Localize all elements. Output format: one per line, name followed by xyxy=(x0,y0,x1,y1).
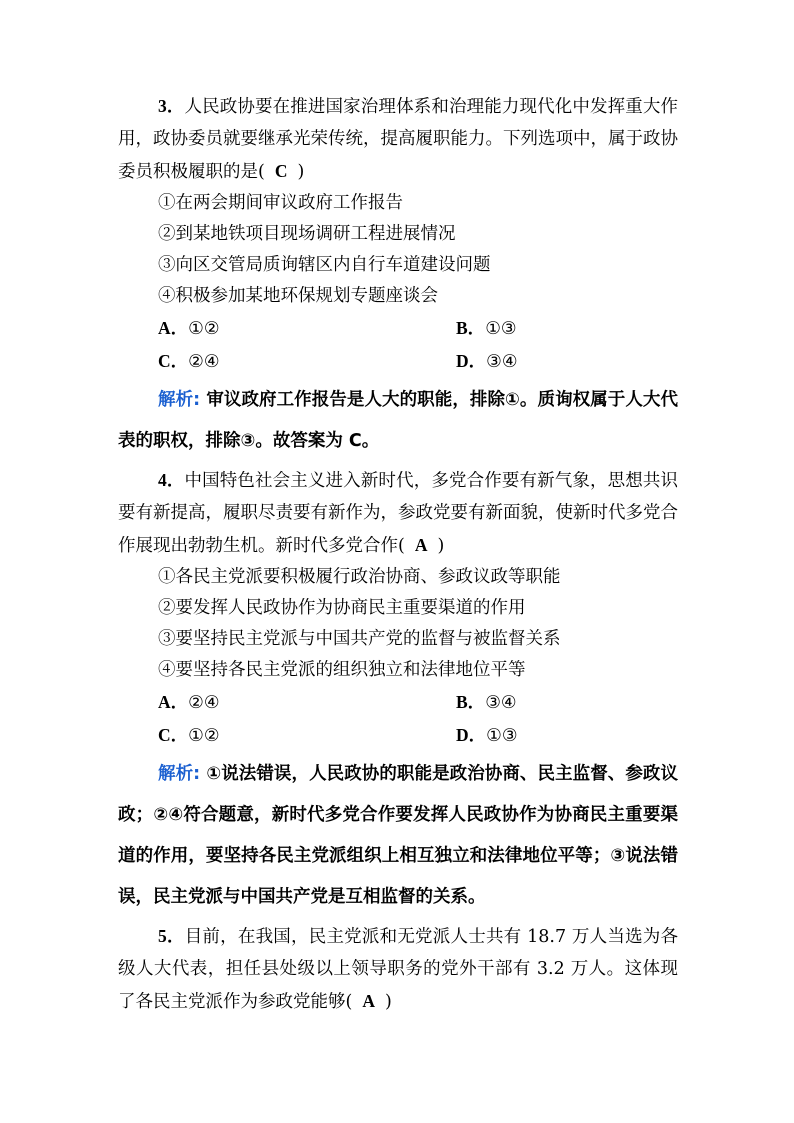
option-d: D．③④ xyxy=(456,351,518,372)
statement-item: ③向区交管局质询辖区内自行车道建设问题 xyxy=(158,255,491,275)
question-close: ) xyxy=(384,992,392,1012)
answer-letter: C xyxy=(274,161,288,181)
question-number: 3． xyxy=(158,96,185,116)
question-5 xyxy=(118,920,678,1018)
option-b: B．①③ xyxy=(456,318,517,339)
answer-letter: A xyxy=(414,535,428,555)
explanation-label: 解析: xyxy=(158,764,201,784)
option-grid xyxy=(118,686,678,752)
option-b: B．③④ xyxy=(456,692,517,713)
question-text: 中国特色社会主义进入新时代，多党合作要有新气象，思想共识要有新提高，履职尽责要有新作为，参政党要有新面貌，使新时代多党合作展现出勃勃生机。新时代多党合作( xyxy=(118,471,679,556)
question-text: 人民政协要在推进国家治理体系和治理能力现代化中发挥重大作用，政协委员就要继承光荣传统，提高履职能力。下列选项中，属于政协委员积极履职的是( xyxy=(118,97,679,182)
explanation-label: 解析: xyxy=(158,390,201,410)
explanation xyxy=(118,754,678,918)
option-c: C．①② xyxy=(158,725,220,746)
statement-item: ①在两会期间审议政府工作报告 xyxy=(158,193,403,213)
option-a: A．①② xyxy=(158,318,220,339)
question-close: ) xyxy=(437,536,445,556)
explanation xyxy=(118,380,678,462)
statement-item: ②到某地铁项目现场调研工程进展情况 xyxy=(158,224,456,244)
question-number: 4． xyxy=(158,470,185,490)
document-page xyxy=(118,90,678,1018)
question-3 xyxy=(118,90,678,462)
question-number: 5． xyxy=(158,926,185,946)
explanation-text: ①说法错误，人民政协的职能是政治协商、民主监督、参政议政；②④符合题意，新时代多党合作要发挥人民政协作为协商民主重要渠道的作用，要坚持各民主党派组织上相互独立和法律地位平等；③说法错误，民主党派与中国共产党是互相监督的关系。 xyxy=(118,764,678,907)
question-stem xyxy=(118,920,678,1018)
statement-item: ③要坚持民主党派与中国共产党的监督与被监督关系 xyxy=(158,629,561,649)
statement-item: ①各民主党派要积极履行政治协商、参政议政等职能 xyxy=(158,567,561,587)
question-close: ) xyxy=(297,162,305,182)
statement-item: ④要坚持各民主党派的组织独立和法律地位平等 xyxy=(158,660,526,680)
question-stem xyxy=(118,90,678,188)
statement-item: ④积极参加某地环保规划专题座谈会 xyxy=(158,286,438,306)
option-grid xyxy=(118,312,678,378)
question-4 xyxy=(118,464,678,918)
question-text: 目前，在我国，民主党派和无党派人士共有 18.7 万人当选为各级人大代表，担任县处级以上领导职务的党外干部有 3.2 万人。这体现了各民主党派作为参政党能够( xyxy=(118,927,679,1012)
statement-item: ②要发挥人民政协作为协商民主重要渠道的作用 xyxy=(158,598,526,618)
explanation-text: 审议政府工作报告是人大的职能，排除①。质询权属于人大代表的职权，排除③。故答案为 C。 xyxy=(118,390,678,451)
answer-letter: A xyxy=(362,991,375,1011)
question-stem xyxy=(118,464,678,562)
option-d: D．①③ xyxy=(456,725,518,746)
option-a: A．②④ xyxy=(158,692,220,713)
option-c: C．②④ xyxy=(158,351,220,372)
